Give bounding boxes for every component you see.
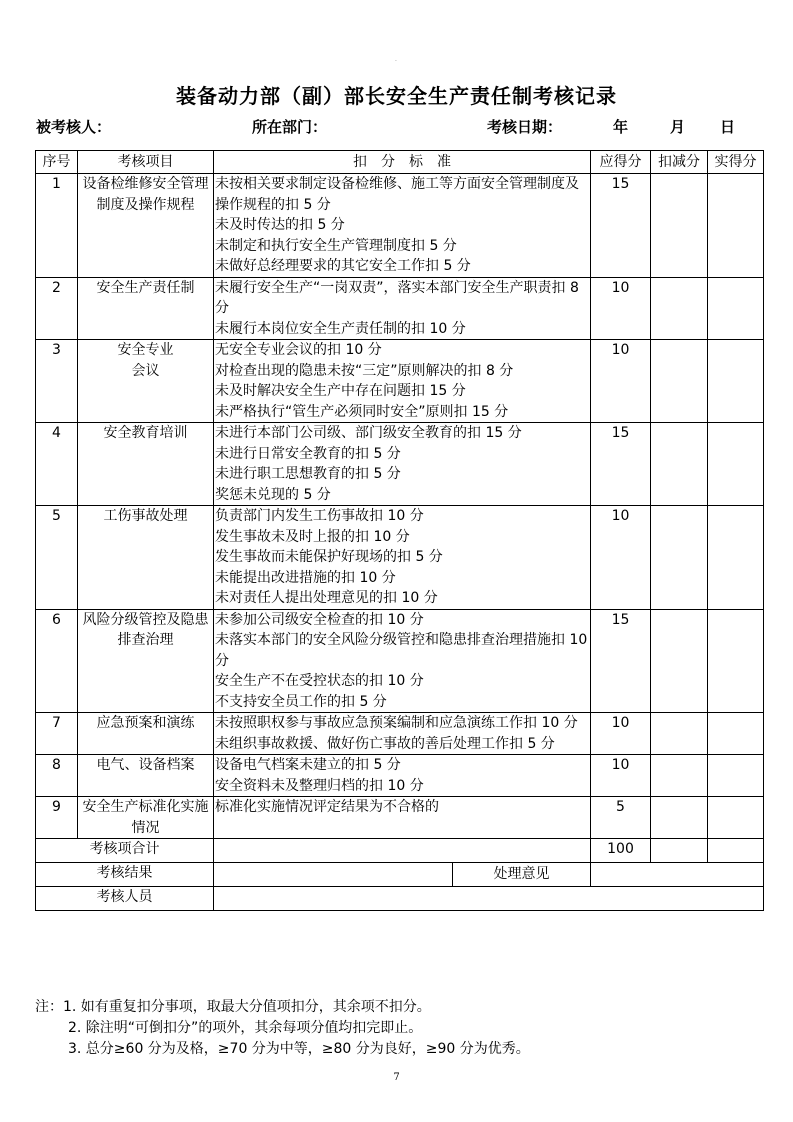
notes — [35, 997, 530, 1060]
result-value-cell[interactable] — [214, 863, 453, 886]
standard-line: 未按照职权参与事故应急预案编制和应急演练工作扣 10 分 — [215, 715, 578, 731]
standard-line: 未能提出改进措施的扣 10 分 — [215, 569, 396, 586]
actual-score-cell[interactable] — [708, 506, 764, 610]
note-2: 2. 除注明“可倒扣分”的项外，其余每项分值均扣完即止。 — [68, 1020, 423, 1036]
standard-line: 标准化实施情况评定结果为不合格的 — [215, 799, 439, 815]
year-label: 年 — [613, 118, 629, 136]
due-score: 15 — [591, 423, 651, 506]
table-header-row — [36, 151, 764, 174]
deduction-standard — [214, 277, 591, 340]
deduct-score-cell[interactable] — [651, 755, 708, 797]
standard-line: 未对责任人提出处理意见的扣 10 分 — [215, 590, 438, 606]
due-score: 5 — [591, 797, 651, 839]
deduct-score-cell[interactable] — [651, 277, 708, 340]
due-score: 15 — [591, 609, 651, 713]
row-number: 2 — [36, 277, 78, 340]
deduction-standard — [214, 609, 591, 713]
opinion-value-cell[interactable] — [591, 863, 764, 887]
result-row — [36, 863, 764, 887]
deduction-standard — [214, 340, 591, 423]
standard-line: 未进行本部门公司级、部门级安全教育的扣 15 分 — [215, 425, 522, 441]
page-title: 装备动力部（副）部长安全生产责任制考核记录 — [176, 84, 617, 108]
standard-line: 负责部门内发生工伤事故扣 10 分 — [215, 508, 424, 524]
row-number: 6 — [36, 609, 78, 713]
deduct-score-cell[interactable] — [651, 797, 708, 839]
header-standard: 扣 分 标 准 — [214, 151, 591, 174]
department-label: 所在部门： — [252, 118, 328, 136]
due-score: 10 — [591, 277, 651, 340]
opinion-label: 处理意见 — [493, 866, 550, 882]
standard-line: 未做好总经理要求的其它安全工作扣 5 分 — [215, 258, 471, 274]
deduct-score-cell[interactable] — [651, 713, 708, 755]
total-blank — [214, 839, 591, 863]
total-actual-cell[interactable] — [708, 839, 764, 863]
deduction-standard — [214, 423, 591, 506]
table-row — [36, 506, 764, 610]
standard-line: 发生事故未及时上报的扣 10 分 — [215, 528, 410, 545]
actual-score-cell[interactable] — [708, 277, 764, 340]
due-score: 10 — [591, 713, 651, 755]
note-1: 注：1. 如有重复扣分事项，取最大分值项扣分，其余项不扣分。 — [35, 999, 431, 1015]
row-number: 5 — [36, 506, 78, 610]
row-number: 3 — [36, 340, 78, 423]
standard-line: 不支持安全员工作的扣 5 分 — [215, 693, 387, 710]
standard-line: 安全资料未及整理归档的扣 10 分 — [215, 777, 424, 794]
standard-line: 未按相关要求制定设备检维修、施工等方面安全管理制度及操作规程的扣 5 分 — [215, 176, 579, 213]
examinee-label: 被考核人： — [36, 118, 112, 136]
actual-score-cell[interactable] — [708, 174, 764, 278]
assessment-item: 应急预案和演练 — [78, 713, 214, 755]
standard-line: 未及时解决安全生产中存在问题扣 15 分 — [215, 383, 466, 399]
assessment-item: 电气、设备档案 — [78, 755, 214, 797]
header-mark: · — [395, 58, 397, 65]
standard-line: 安全生产不在受控状态的扣 10 分 — [215, 673, 424, 689]
note-3: 3. 总分≥60 分为及格，≥70 分为中等，≥80 分为良好，≥90 分为优秀。 — [68, 1041, 530, 1057]
day-label: 日 — [720, 118, 736, 136]
staff-value-cell[interactable] — [214, 887, 764, 911]
standard-line: 未参加公司级安全检查的扣 10 分 — [215, 611, 424, 628]
due-score: 10 — [591, 506, 651, 610]
assessment-date-label: 考核日期： — [487, 118, 563, 136]
header-actual-score: 实得分 — [708, 151, 764, 174]
row-number: 4 — [36, 423, 78, 506]
deduct-score-cell[interactable] — [651, 506, 708, 610]
standard-line: 未落实本部门的安全风险分级管控和隐患排查治理措施扣 10 分 — [215, 632, 588, 669]
result-opinion-cell — [214, 863, 591, 887]
table-row — [36, 797, 764, 839]
assessment-item: 设备检维修安全管理制度及操作规程 — [78, 174, 214, 278]
deduct-score-cell[interactable] — [651, 174, 708, 278]
staff-row — [36, 887, 764, 911]
header-no: 序号 — [36, 151, 78, 174]
standard-line: 未组织事故救援、做好伤亡事故的善后处理工作扣 5 分 — [215, 735, 555, 752]
assessment-item: 安全生产标准化实施情况 — [78, 797, 214, 839]
table-row — [36, 755, 764, 797]
assessment-table — [35, 150, 764, 911]
result-label: 考核结果 — [36, 863, 214, 887]
table-row — [36, 174, 764, 278]
header-deduct-score: 扣减分 — [651, 151, 708, 174]
deduct-score-cell[interactable] — [651, 340, 708, 423]
deduct-score-cell[interactable] — [651, 609, 708, 713]
staff-label: 考核人员 — [36, 887, 214, 911]
total-value: 100 — [591, 839, 651, 863]
standard-line: 未进行职工思想教育的扣 5 分 — [215, 466, 401, 482]
actual-score-cell[interactable] — [708, 713, 764, 755]
standard-line: 对检查出现的隐患未按“三定”原则解决的扣 8 分 — [215, 362, 514, 379]
month-label: 月 — [670, 118, 686, 136]
total-row — [36, 839, 764, 863]
assessment-item: 安全专业 会议 — [78, 340, 214, 423]
row-number: 1 — [36, 174, 78, 278]
assessment-item: 安全生产责任制 — [78, 277, 214, 340]
actual-score-cell[interactable] — [708, 609, 764, 713]
actual-score-cell[interactable] — [708, 797, 764, 839]
deduction-standard — [214, 713, 591, 755]
header-due-score: 应得分 — [591, 151, 651, 174]
due-score: 15 — [591, 174, 651, 278]
page-number: 7 — [393, 1072, 400, 1083]
due-score: 10 — [591, 755, 651, 797]
row-number: 8 — [36, 755, 78, 797]
standard-line: 无安全专业会议的扣 10 分 — [215, 342, 382, 358]
standard-line: 未进行日常安全教育的扣 5 分 — [215, 445, 401, 462]
deduction-standard — [214, 755, 591, 797]
standard-line: 未制定和执行安全生产管理制度扣 5 分 — [215, 237, 457, 254]
standard-line: 发生事故而未能保护好现场的扣 5 分 — [215, 549, 443, 565]
header-item: 考核项目 — [78, 151, 214, 174]
assessment-item: 安全教育培训 — [78, 423, 214, 506]
row-number: 7 — [36, 713, 78, 755]
actual-score-cell[interactable] — [708, 423, 764, 506]
standard-line: 未履行本岗位安全生产责任制的扣 10 分 — [215, 320, 466, 337]
standard-line: 未履行安全生产“一岗双责”，落实本部门安全生产职责扣 8 分 — [215, 279, 579, 316]
due-score: 10 — [591, 340, 651, 423]
standard-line: 未及时传达的扣 5 分 — [215, 217, 345, 233]
assessment-item: 风险分级管控及隐患排查治理 — [78, 609, 214, 713]
deduction-standard — [214, 506, 591, 610]
deduction-standard — [214, 797, 591, 839]
deduction-standard — [214, 174, 591, 278]
standard-line: 未严格执行“管生产必须同时安全”原则扣 15 分 — [215, 403, 509, 420]
table-row — [36, 277, 764, 340]
table-row — [36, 423, 764, 506]
assessment-item: 工伤事故处理 — [78, 506, 214, 610]
actual-score-cell[interactable] — [708, 755, 764, 797]
total-deduct-cell[interactable] — [651, 839, 708, 863]
table-row — [36, 609, 764, 713]
table-row — [36, 340, 764, 423]
table-row — [36, 713, 764, 755]
actual-score-cell[interactable] — [708, 340, 764, 423]
row-number: 9 — [36, 797, 78, 839]
standard-line: 奖惩未兑现的 5 分 — [215, 486, 331, 503]
deduct-score-cell[interactable] — [651, 423, 708, 506]
standard-line: 设备电气档案未建立的扣 5 分 — [215, 757, 401, 773]
total-label: 考核项合计 — [36, 839, 214, 863]
